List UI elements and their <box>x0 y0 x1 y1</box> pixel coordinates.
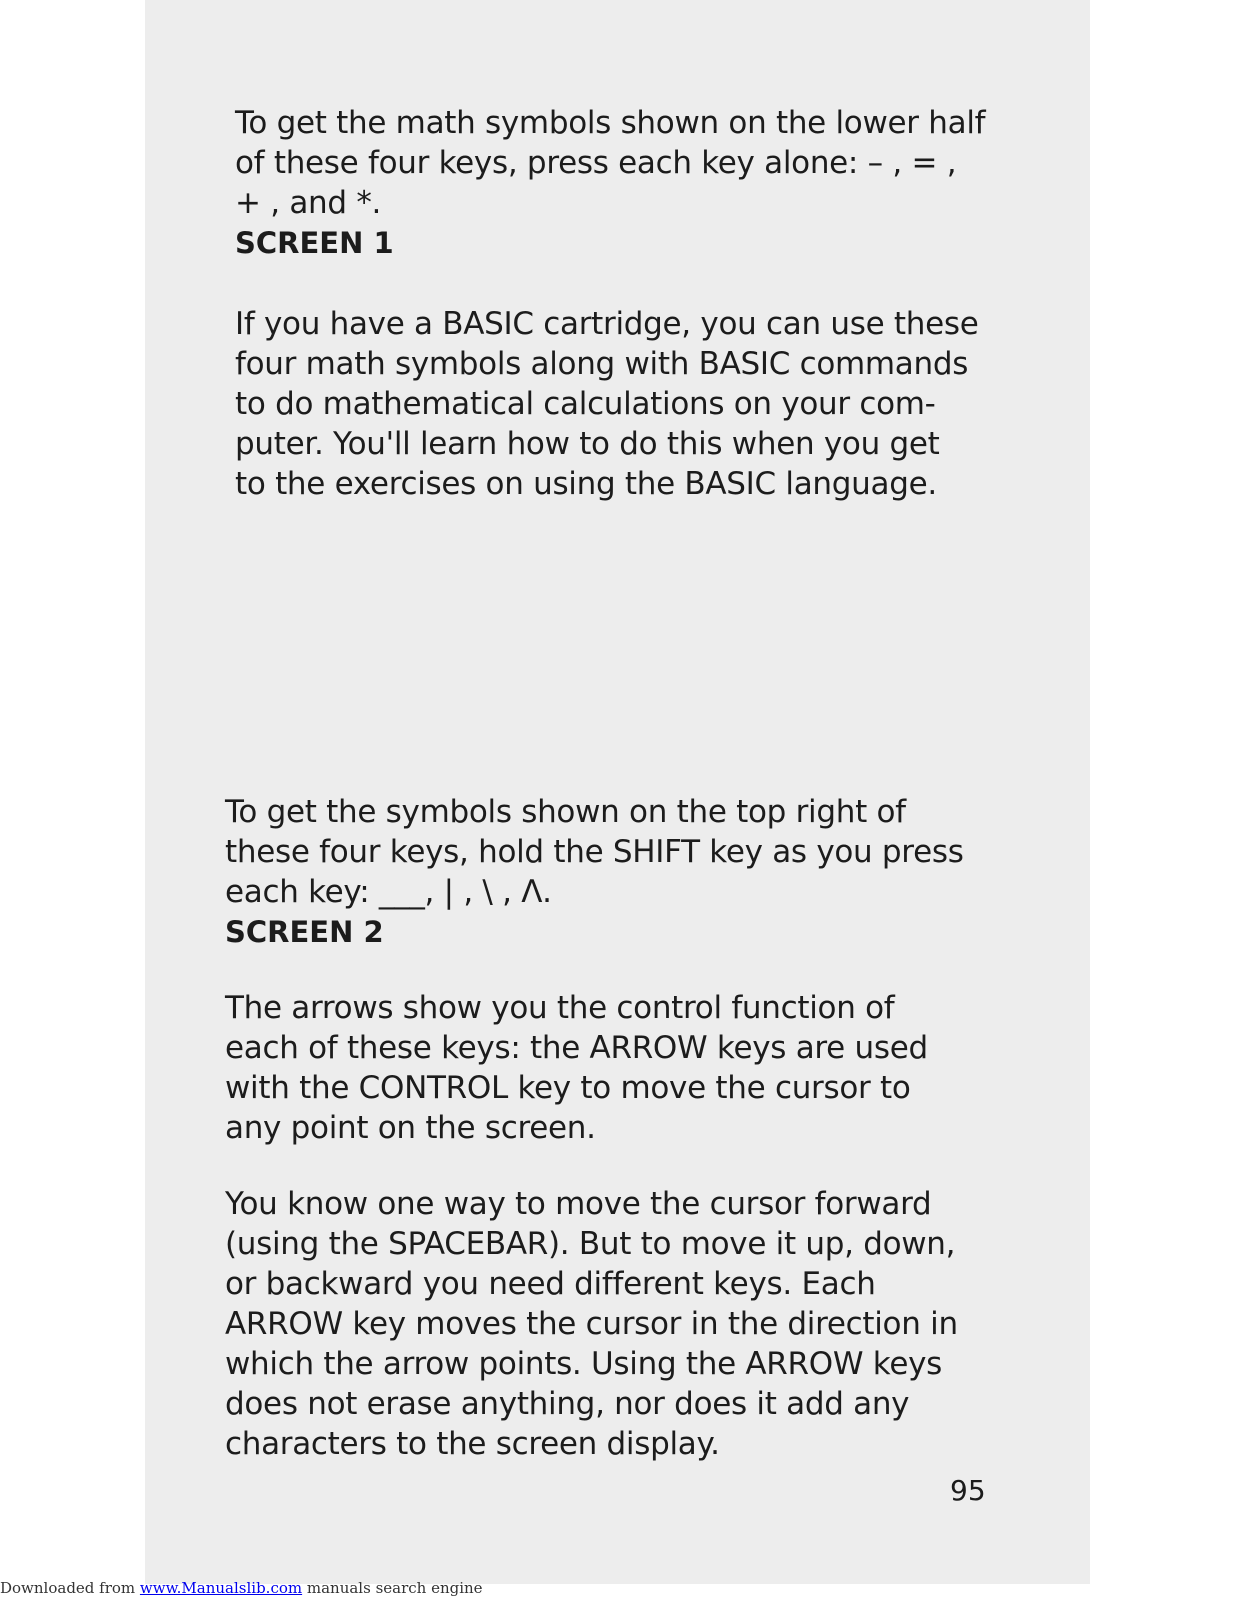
manual-page <box>145 0 1090 1584</box>
text-line: each key: ___, | , \ , Λ. <box>225 874 552 910</box>
paragraph-math-symbols <box>235 103 985 223</box>
text-line: or backward you need different keys. Each <box>225 1266 876 1302</box>
text-line: which the arrow points. Using the ARROW keys <box>225 1346 943 1382</box>
text-line: with the CONTROL key to move the cursor to <box>225 1070 911 1106</box>
paragraph-arrow-control <box>225 988 928 1148</box>
text-line: does not erase anything, nor does it add any <box>225 1386 910 1422</box>
text-line: any point on the screen. <box>225 1110 596 1146</box>
heading-screen-1: SCREEN 1 <box>235 226 394 260</box>
text-line: ARROW key moves the cursor in the direction in <box>225 1306 958 1342</box>
paragraph-basic-cartridge <box>235 304 979 504</box>
text-line: each of these keys: the ARROW keys are used <box>225 1030 928 1066</box>
download-footer <box>0 1576 1237 1600</box>
text-line: To get the symbols shown on the top right of <box>225 794 906 830</box>
text-line: (using the SPACEBAR). But to move it up, down, <box>225 1226 956 1262</box>
text-line: to the exercises on using the BASIC language. <box>235 466 937 502</box>
text-line: To get the math symbols shown on the lower half <box>235 105 986 141</box>
text-line: You know one way to move the cursor forward <box>225 1186 932 1222</box>
footer-prefix: Downloaded from <box>0 1579 140 1597</box>
text-line: to do mathematical calculations on your com- <box>235 386 936 422</box>
paragraph-shift-symbols <box>225 792 964 912</box>
text-line: puter. You'll learn how to do this when you get <box>235 426 940 462</box>
text-line: + , and *. <box>235 185 382 221</box>
text-line: these four keys, hold the SHIFT key as you press <box>225 834 964 870</box>
text-line: The arrows show you the control function of <box>225 990 895 1026</box>
heading-screen-2: SCREEN 2 <box>225 915 384 949</box>
text-line: of these four keys, press each key alone: – , = , <box>235 145 957 181</box>
manualslib-link[interactable]: www.Manualslib.com <box>139 1579 303 1597</box>
paragraph-cursor-movement <box>225 1184 958 1464</box>
footer-suffix: manuals search engine <box>302 1579 483 1597</box>
text-line: characters to the screen display. <box>225 1426 720 1462</box>
text-line: four math symbols along with BASIC commands <box>235 346 969 382</box>
page-number: 95 <box>950 1474 986 1507</box>
text-line: If you have a BASIC cartridge, you can use these <box>235 306 979 342</box>
